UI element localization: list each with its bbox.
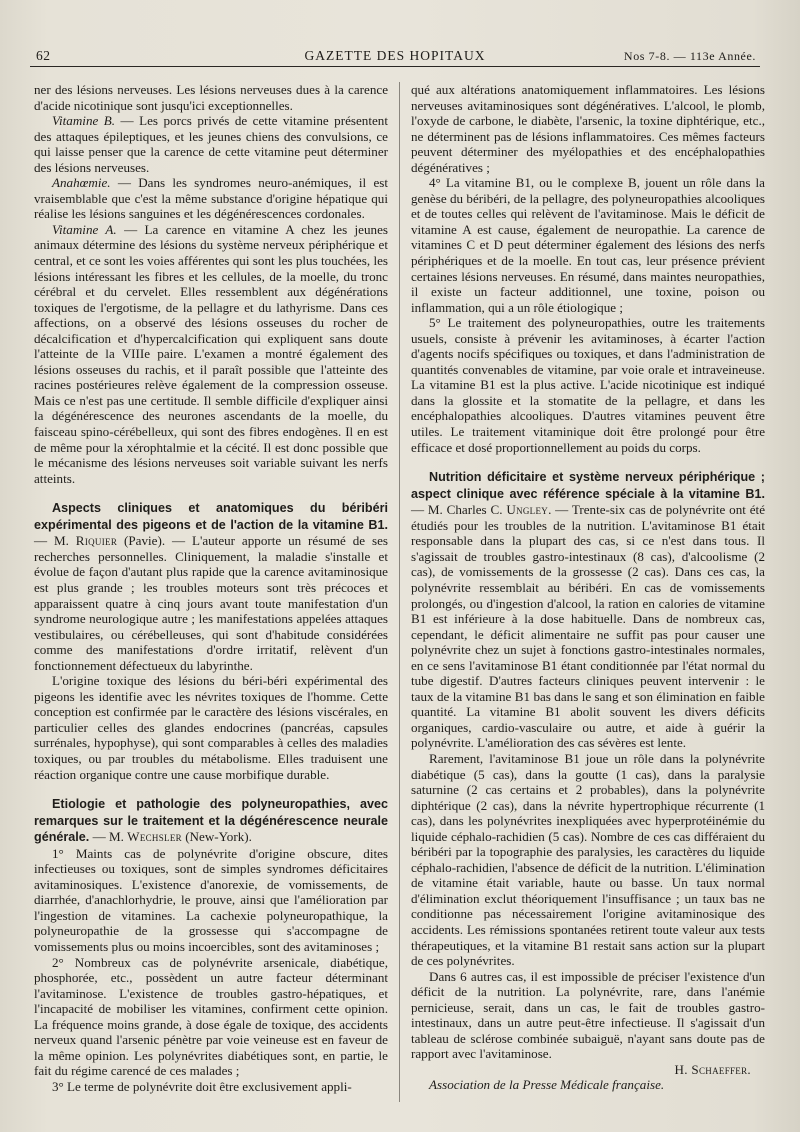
paragraph-text: — Les porcs privés de cette vitamine présentent des attaques épileptiques, et les jeunes chiens des convulsions, ce qui laisse penser que la carence de cette vitamine peut déterminer des lésions nerveuses. xyxy=(34,113,388,175)
left-column xyxy=(34,82,388,1094)
paragraph-text: (New-York). xyxy=(181,829,252,845)
term-label: Vitamine A. xyxy=(52,221,117,237)
section-heading: Etiologie et pathologie des polyneuropathies, avec remarques sur le traitement et la dégénérescence neurale générale. xyxy=(34,797,388,845)
paragraph xyxy=(34,175,388,222)
paragraph-text: — Dans les syndromes neuro-anémiques, il est vraisemblable que c'est la même substance d'origine hépatique qui réalise les lésions sanguines et les dégénérescences cordonales. xyxy=(34,175,388,222)
column-divider xyxy=(399,82,400,1102)
paragraph-text: . — Trente-six cas de polynévrite ont été étudiés pour les troubles de la nutrition. L'avitaminose B1 était responsable dans la plupart des cas, si ce n'est dans tous. Il s'agissait de troubles gastro-intestinaux (8 cas), d'alcoolisme (2 cas), de vomissements de la grossesse (2 cas). Dans ces cas, la polynévrite ressemblait au béribéri. En cas de vomissements prolongés, ou d'ingestion d'alcool, la ration en calories de vitamine B1 est inférieure à la dose habituelle. Dans de nombreux cas, cependant, le déficit alimentaire ne suffit pas pour causer une polynévrite chez un sujet à fonctions gastro-intestinales normales, en ce sens l'avitaminose B1 étant conditionnée par l'état normal du tube digestif. D'autres facteurs cliniques peuvent intervenir : le taux de la vitamine B1 bas dans le sang et son élimination en faible quantité. La vitamine B1 abolit souvent les divers déficits organiques, cardio-vasculaire ou autre, et aide à guérir la polynévrite. L'amélioration des cas sévères est lente. xyxy=(411,502,766,751)
paragraph-text: — La carence en vitamine A chez les jeunes animaux détermine des lésions du système nerveux périphérique et central, et ce sont les voies afférentes qui sont les plus touchées, les lésions intéressant les fibres et les cellules, de la moelle, du tronc cérébral et du cervelet. Elles ressemblent aux dégénérations toxiques de l'ergotisme, de la pellagre et du lathyrisme. Dans ces affections, on a observé des lésions osseuses du rocher de décalcification et d'hypercalcification qui expliquent sans doute l'atteinte de la VIIIe paire. L'examen a montré également des lésions osseuses du rachis, et il paraît possible que l'atteinte des racines postérieures relève également de la compression osseuse. Mais ce n'est pas une certitude. Il semble difficile d'expliquer ainsi la dégénérescence des neurones ascendants de la moelle, du faisceau spino-cérébelleux, qui sont des fibres endogènes. Il en est de même pour la xérophtalmie et la cécité. Il est donc possible que le mécanisme des lésions nerveuses soit variable suivant les nerfs atteints. xyxy=(34,221,388,486)
paragraph: ner des lésions nerveuses. Les lésions nerveuses dues à la carence d'acide nicotinique sont jusqu'ici exceptionnelles. xyxy=(34,82,388,113)
paragraph: 3° Le terme de polynévrite doit être exclusivement appli- xyxy=(52,1078,352,1094)
paragraph xyxy=(34,222,388,486)
term-label: Vitamine B. xyxy=(52,113,116,129)
paragraph xyxy=(34,113,388,175)
paragraph: Rarement, l'avitaminose B1 joue un rôle dans la polynévrite diabétique (5 cas), dans la goutte (1 cas), dans la paralysie saturnine (2 cas certains et 2 probables), dans la polynévrite diphtérique (2 cas), dans la névrite hypertrophique récurrente (1 cas), dans les polynévrites inexpliquées avec hyperprotéinémie du liquide céphalo-rachidien (5 cas). Nombre de ces cas différaient du béribéri par la topographie des paralysies, les caractères du liquide céphalo-rachidien, l'absence de déficit de la nutrition. L'élimination de vitamine était variable, haute ou basse. Un taux normal d'élimination exclut théoriquement l'insuffisance ; un taux bas ne conditionne pas nécessairement l'origine avitaminosique des accidents. Les rémissions spontanées retirent toute valeur aux tests thérapeutiques, et la vitamine B1 restait sans action sur la plupart de ces polynévrites. xyxy=(411,750,765,969)
term-label: Anahœmie. xyxy=(52,175,111,191)
article-section xyxy=(34,796,388,846)
journal-title: GAZETTE DES HOPITAUX xyxy=(304,48,486,63)
source-credit xyxy=(411,1077,765,1093)
right-column xyxy=(411,82,765,1093)
dash-text: — M. xyxy=(89,829,128,845)
section-heading: Aspects cliniques et anatomiques du béribéri expérimental des pigeons et de l'action de la vitamine B1. xyxy=(34,501,388,532)
source-text: Association de la Presse Médicale française. xyxy=(429,1077,665,1093)
paragraph: qué aux altérations anatomiquement inflammatoires. Les lésions nerveuses avitaminosiques sont dégénératives. L'alcool, le plomb, l'oxyde de carbone, le diabète, l'arsenic, la toxine diphtérique, etc., ne déterminent pas de lésions inflammatoires. Ces mêmes facteurs peuvent déterminer des myélopathies et des encéphalopathies dégénératives ; xyxy=(411,82,765,175)
paragraph: 4° La vitamine B1, ou le complexe B, jouent un rôle dans la genèse du béribéri, de la pellagre, des polyneuropathies alcooliques et de toutes celles qui relèvent de l'avitaminose. Mais le déficit de vitamine A est cause, également de neuropathie. La carence de vitamines C et D peut déterminer également des lésions des nerfs périphériques et de la moelle. En tout cas, leur présence prévient certaines lésions nerveuses. En résumé, dans maintes neuropathies, il existe un facteur additionnel, une toxine, poison ou inflammation, qui a un rôle étiologique ; xyxy=(411,175,765,315)
signature: H. Schaeffer. xyxy=(674,1061,751,1077)
issue-label: Nos 7-8. — 113e Année. xyxy=(623,49,756,63)
article-section xyxy=(34,500,388,673)
dash-text: — M. xyxy=(34,533,76,549)
paragraph: 2° Nombreux cas de polynévrite arsenicale, diabétique, phosphorée, etc., possèdent un autre facteur déterminant l'avitaminose. L'existence de troubles gastro-hépatiques, et l'incapacité de mobiliser les vitamines, confirment cette opinion. La fréquence moins grande, à dose égale de toxique, des accidents nerveux quand l'arsenic pénètre par voie veineuse est en faveur de la même opinion. Les polynévrites diabétiques sont, en partie, le fait du régime carencé de ces malades ; xyxy=(34,954,388,1079)
paragraph: 1° Maints cas de polynévrite d'origine obscure, dites infectieuses ou toxiques, sont de simples syndromes déficitaires avitaminosiques. L'existence d'anorexie, de vomissements, de diarrhée, d'anachlorhydrie, le prouve, ainsi que l'amélioration par l'ingestion de vitamines. La cachexie polyneuropathique, la polyneuropathie de la grossesse qui s'accompagne de vomissements plus ou moins incoercibles, sont des avitaminoses ; xyxy=(34,845,388,954)
running-header xyxy=(30,46,760,67)
author-name: Ungley xyxy=(506,502,549,518)
paragraph: 5° Le traitement des polyneuropathies, outre les traitements usuels, consiste à prévenir les avitaminoses, à écarter l'action d'agents nocifs spécifiques ou toxiques, et dans l'administration de quantités convenables de vitamine, par voie orale et intraveineuse. La vitamine B1 est la plus active. L'acide nicotinique est indiqué dans la glossite et la stomatite de la pellagre, et dans les encéphalopathies alcooliques. D'autres vitamines peuvent être utiles. Le traitement vitaminique doit être prolongé pour être efficace et dosé proportionnellement au poids du corps. xyxy=(411,315,765,455)
page-number: 62 xyxy=(36,48,51,63)
dash-text: — M. Charles C. xyxy=(411,502,507,518)
paragraph-text: (Pavie). — L'auteur apporte un résumé de ses recherches personnelles. Cliniquement, la maladie s'installe et évolue de façon d'autant plus rapide que la carence avitaminosique est plus grande ; les troubles moteurs sont très précoces et apparaissent quatre à cinq jours avant toute manifestation d'un syndrome neurologique autre ; les manifestations appelées attaques vestibulaires, ou cérébelleuses, qui sont d'habitude considérées comme des manifestations d'ordre irritatif, relèvent d'un fonctionnement défectueux du labyrinthe. xyxy=(34,533,389,673)
paragraph: Dans 6 autres cas, il est impossible de préciser l'existence d'un déficit de la nutrition. La polynévrite, rare, dans l'anémie pernicieuse, serait, dans un cas, le fait de troubles gastro-intestinaux, dans un autre peut-être infectieuse. Il s'agissait d'un tableau de sclérose combinée subaiguë, n'ayant sans doute pas de rapport avec l'avitaminose. xyxy=(411,968,765,1062)
article-section xyxy=(411,469,765,751)
section-heading: Nutrition déficitaire et système nerveux périphérique ; aspect clinique avec référence spéciale à la vitamine B1. xyxy=(411,470,765,501)
author-name: Riquier xyxy=(75,533,118,549)
paragraph: L'origine toxique des lésions du béri-béri expérimental des pigeons les identifie avec les névrites toxiques de l'homme. Cette conception est confirmée par le caractère des lésions viscérales, en particulier celles des glandes endocrines (pancréas, capsules surrénales, hypophyse), qui sont comparables à celles des maladies toxiques, ou par troubles du métabolisme. Elles traduisent une réaction organique contre une cause morbifique durable. xyxy=(34,673,388,782)
author-name: Wechsler xyxy=(127,829,182,845)
